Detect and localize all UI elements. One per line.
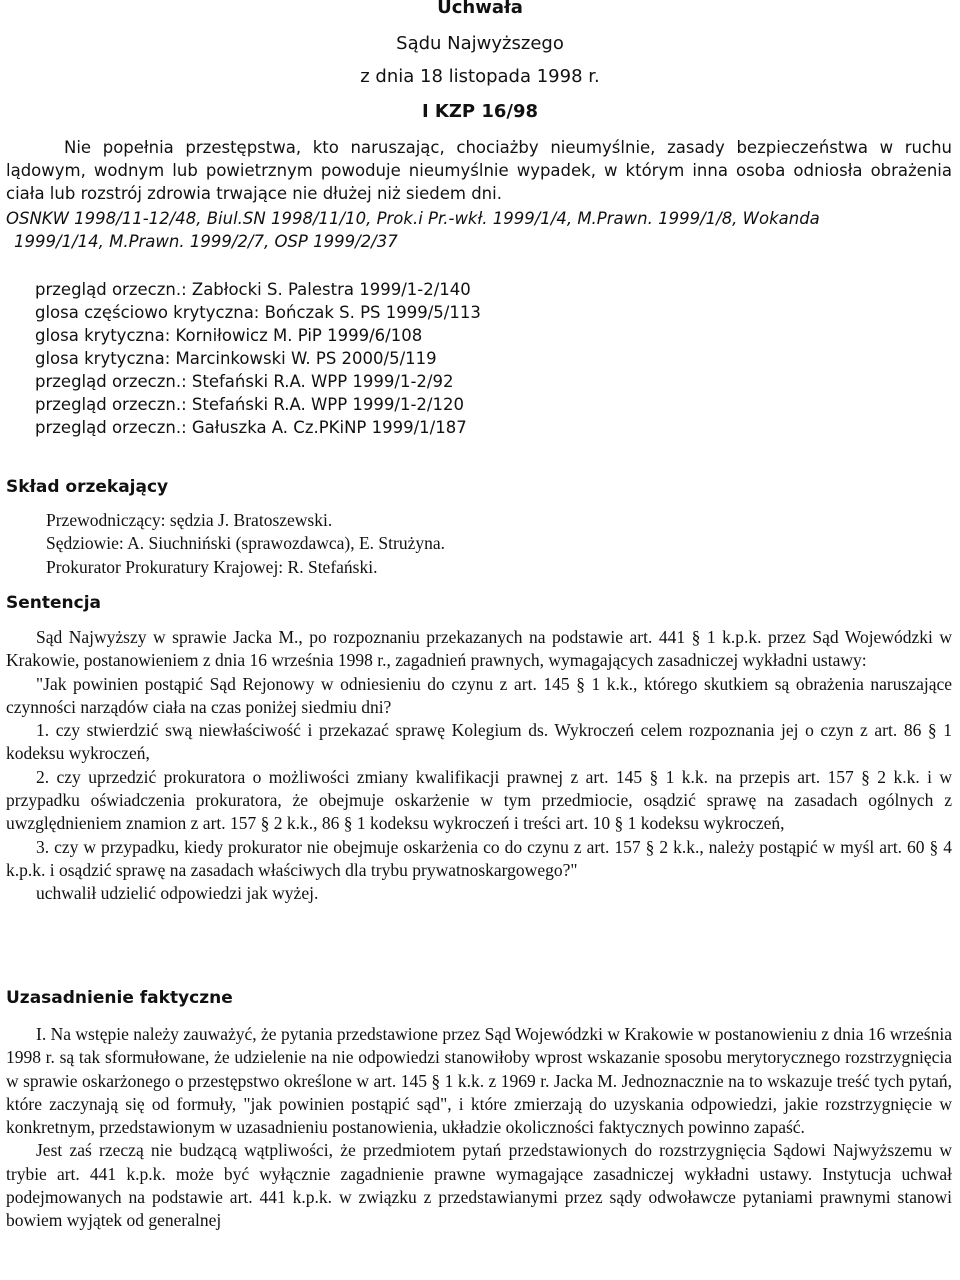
composition-heading: Skład orzekający bbox=[6, 477, 169, 497]
thesis: Nie popełnia przestępstwa, kto naruszając, chociażby nieumyślnie, zasady bezpieczeństwa w ruchu lądowym, wodnym lub powietrznym powoduje nieumyślnie wypadek, w którym inna osoba odniosła obrażenia ciała lub rozstrój zdrowia trwające nie dłużej niż siedem dni. bbox=[6, 138, 952, 203]
composition-line: Sędziowie: A. Siuchniński (sprawozdawca), E. Strużyna. bbox=[46, 533, 446, 554]
court-name: Sądu Najwyższego bbox=[396, 33, 564, 54]
sentence-paragraph: "Jak powinien postąpić Sąd Rejonowy w odniesieniu do czynu z art. 145 § 1 k.k., którego skutkiem są obrażenia naruszające czynności narządów ciała na czas poniżej siedmiu dni? bbox=[6, 673, 952, 717]
commentary-item: glosa krytyczna: Marcinkowski W. PS 2000/5/119 bbox=[35, 349, 437, 368]
reasons-paragraph: I. Na wstępie należy zauważyć, że pytania przedstawione przez Sąd Wojewódzki w Krakowie w postanowieniu z dnia 16 września 1998 r. są tak sformułowane, że udzielenie na nie odpowiedzi stanowiłoby wprost wskazanie sposobu merytorycznego rozstrzygnięcia w sprawie oskarżonego o przestępstwo określone w art. 145 § 1 k.k. z 1969 r. Jacka M. Jednoznacznie na to wskazuje treść tych pytań, które zaczynają się od formuły, "jak powinien postąpić sąd", i które zmierzają do uzyskania odpowiedzi, jakie rozstrzygnięcie w konkretnym, przedstawionym w uzasadnieniu postanowienia, układzie okoliczności faktycznych powinno zapaść. bbox=[6, 1024, 952, 1138]
sentence-paragraph: 2. czy uprzedzić prokuratora o możliwości zmiany kwalifikacji prawnej z art. 145 § 1 k.k. na przepis art. 157 § 2 k.k. i w przypadku oświadczenia prokuratora, że obejmuje oskarżenie w tym przedmiocie, osądzić sprawę na zasadach ogólnych z uwzględnieniem znamion z art. 157 § 2 k.k., 86 § 1 kodeksu wykroczeń i treści art. 10 § 1 kodeksu wykroczeń, bbox=[6, 766, 952, 834]
sentence-paragraph: 3. czy w przypadku, kiedy prokurator nie obejmuje oskarżenia co do czynu z art. 157 § 2 k.k., należy postąpić w myśl art. 60 § 4 k.p.k. i osądzić sprawę na zasadach właściwych dla trybu prywatnoskargowego?" bbox=[6, 836, 952, 880]
commentary-item: przegląd orzeczn.: Stefański R.A. WPP 1999/1-2/92 bbox=[35, 372, 454, 391]
publication-line: 1999/1/14, M.Prawn. 1999/2/7, OSP 1999/2/37 bbox=[14, 232, 398, 251]
commentary-item: przegląd orzeczn.: Gałuszka A. Cz.PKiNP 1999/1/187 bbox=[35, 418, 467, 437]
reasons-paragraph: Jest zaś rzeczą nie budzącą wątpliwości, że przedmiotem pytań przedstawionych do rozstrzygnięcia Sądowi Najwyższemu w trybie art. 441 k.p.k. może być wyłącznie zagadnienie prawne wymagające zasadniczej wykładni ustawy. Instytucja uchwał podejmowanych na podstawie art. 441 k.p.k. w związku z przedstawianymi przez sądy odwoławcze pytaniami prawnymi stanowi bowiem wyjątek od generalnej bbox=[6, 1140, 952, 1231]
sentence-heading: Sentencja bbox=[6, 593, 102, 613]
commentary-item: przegląd orzeczn.: Zabłocki S. Palestra 1999/1-2/140 bbox=[35, 280, 471, 299]
commentary-item: przegląd orzeczn.: Stefański R.A. WPP 1999/1-2/120 bbox=[35, 395, 464, 414]
resolution-date: z dnia 18 listopada 1998 r. bbox=[360, 66, 600, 87]
commentary-list bbox=[35, 278, 481, 439]
publication-line: OSNKW 1998/11-12/48, Biul.SN 1998/11/10, Prok.i Pr.-wkł. 1999/1/4, M.Prawn. 1999/1/8, Wokanda bbox=[6, 209, 820, 228]
commentary-item: glosa krytyczna: Korniłowicz M. PiP 1999/6/108 bbox=[35, 326, 423, 345]
sentence-paragraph: 1. czy stwierdzić swą niewłaściwość i przekazać sprawę Kolegium ds. Wykroczeń celem rozpoznania jej o czyn z art. 86 § 1 kodeksu wykroczeń, bbox=[6, 720, 952, 764]
reasons-heading: Uzasadnienie faktyczne bbox=[6, 988, 233, 1008]
case-number: I KZP 16/98 bbox=[421, 101, 539, 122]
composition-list bbox=[46, 509, 445, 579]
document-title: Uchwała bbox=[437, 0, 523, 18]
sentence-paragraph: Sąd Najwyższy w sprawie Jacka M., po rozpoznaniu przekazanych na podstawie art. 441 § 1 k.p.k. przez Sąd Wojewódzki w Krakowie, postanowieniem z dnia 16 września 1998 r., zagadnień prawnych, wymagających zasadniczej wykładni ustawy: bbox=[6, 627, 952, 671]
composition-line: Prokurator Prokuratury Krajowej: R. Stefański. bbox=[46, 556, 378, 577]
sentence-paragraph: uchwalił udzielić odpowiedzi jak wyżej. bbox=[36, 883, 319, 904]
reasons-body bbox=[6, 1023, 952, 1233]
commentary-item: glosa częściowo krytyczna: Bończak S. PS 1999/5/113 bbox=[35, 303, 481, 322]
sentence-body bbox=[6, 626, 952, 906]
composition-line: Przewodniczący: sędzia J. Bratoszewski. bbox=[46, 510, 333, 530]
